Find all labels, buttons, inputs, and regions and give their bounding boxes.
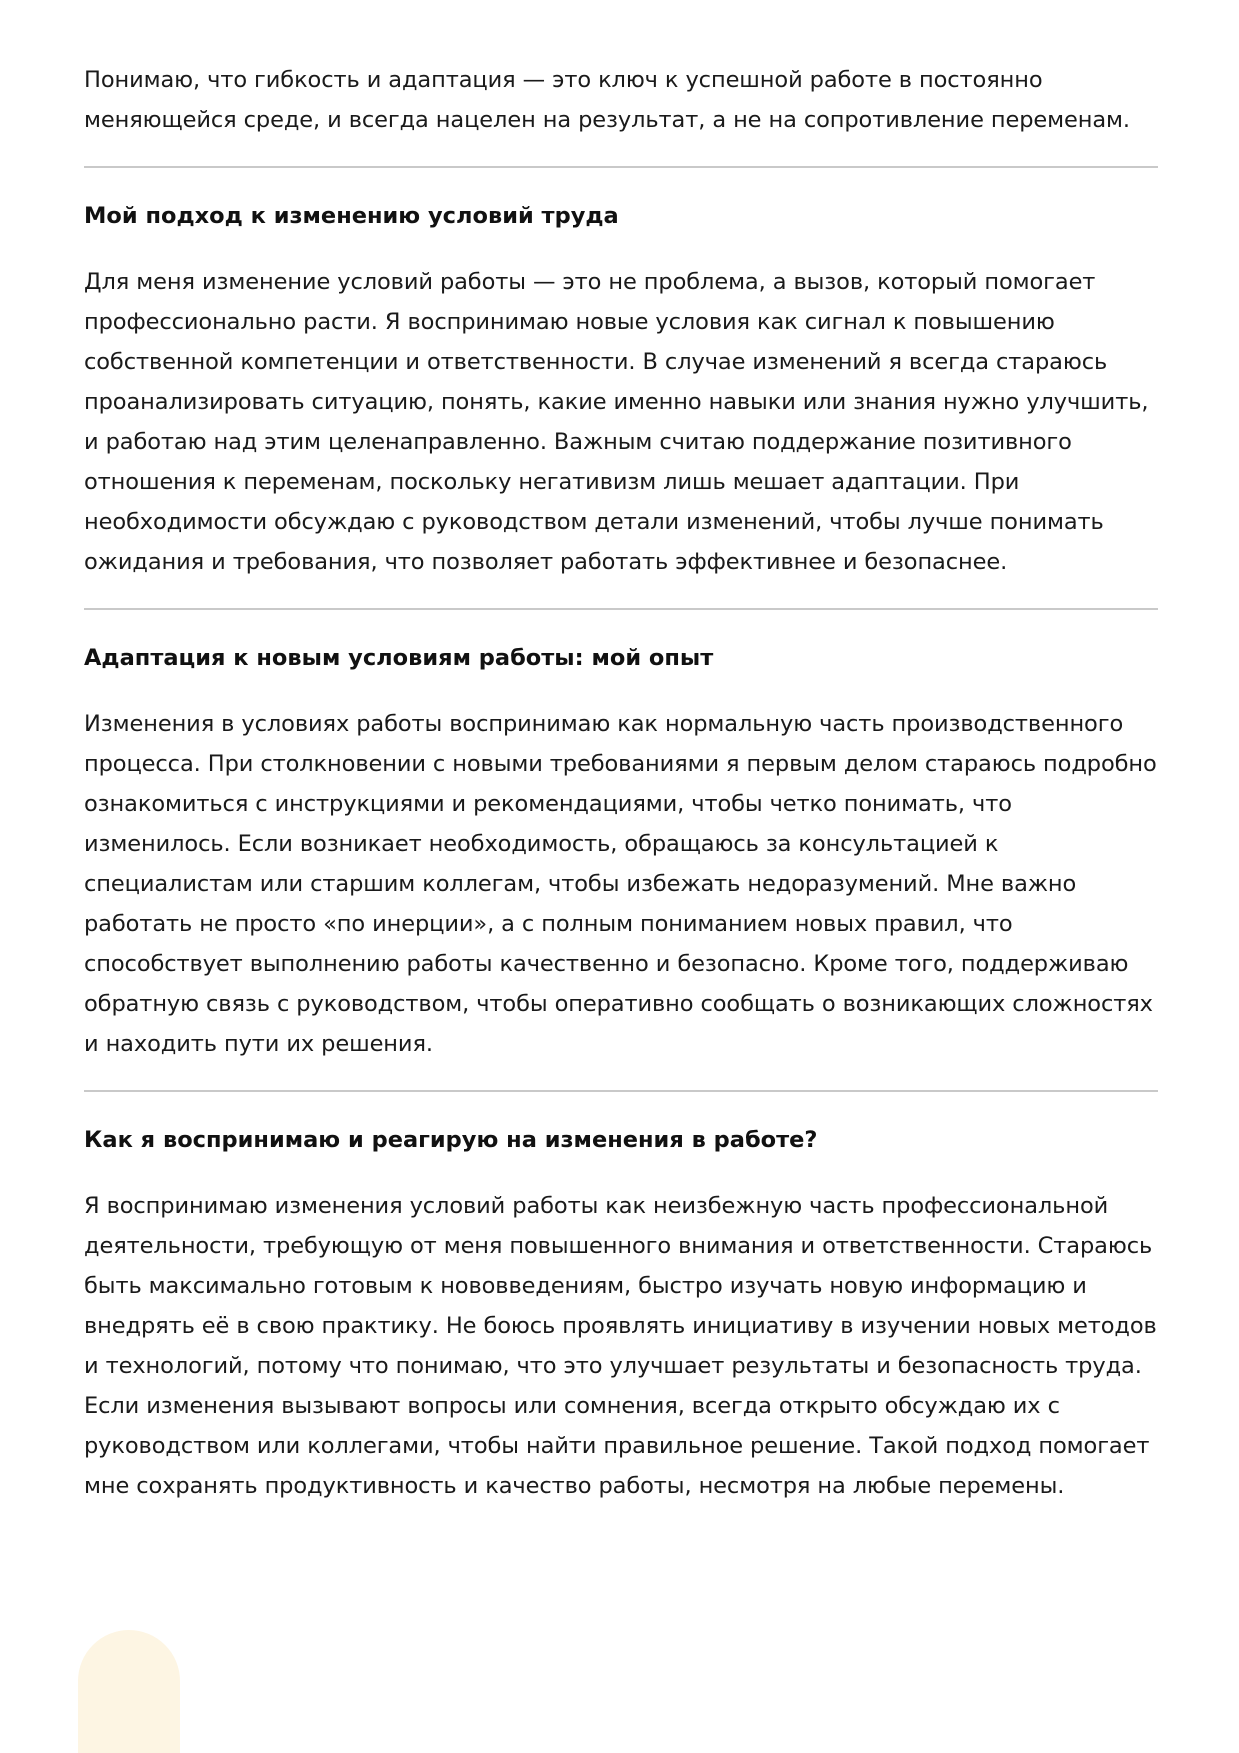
section-heading: Адаптация к новым условиям работы: мой опыт — [84, 645, 714, 671]
intro-paragraph: Понимаю, что гибкость и адаптация — это ключ к успешной работе в постоянно меняющейся среде, и всегда нацелен на результат, а не на сопротивление переменам. — [84, 67, 1130, 133]
section-reaction — [84, 1124, 1158, 1506]
section-paragraph: Я воспринимаю изменения условий работы как неизбежную часть профессиональной деятельности, требующую от меня повышенного внимания и ответственности. Стараюсь быть максимально готовым к нововведениям, быстро изучать новую информацию и внедрять её в свою практику. Не боюсь проявлять инициативу в изучении новых методов и технологий, потому что понимаю, что это улучшает результаты и безопасность труда. Если изменения вызывают вопросы или сомнения, всегда открыто обсуждаю их с руководством или коллегами, чтобы найти правильное решение. Такой подход помогает мне сохранять продуктивность и качество работы, несмотря на любые перемены. — [84, 1193, 1157, 1499]
section-heading: Как я воспринимаю и реагирую на изменения в работе? — [84, 1127, 818, 1153]
section-approach — [84, 200, 1158, 582]
section-heading: Мой подход к изменению условий труда — [84, 203, 619, 229]
decorative-blob — [78, 1630, 180, 1753]
section-paragraph: Для меня изменение условий работы — это не проблема, а вызов, который помогает профессионально расти. Я воспринимаю новые условия как сигнал к повышению собственной компетенции и ответственности. В случае изменений я всегда стараюсь проанализировать ситуацию, понять, какие именно навыки или знания нужно улучшить, и работаю над этим целенаправленно. Важным считаю поддержание позитивного отношения к переменам, поскольку негативизм лишь мешает адаптации. При необходимости обсуждаю с руководством детали изменений, чтобы лучше понимать ожидания и требования, что позволяет работать эффективнее и безопаснее. — [84, 269, 1149, 575]
section-divider — [84, 1090, 1158, 1092]
section-experience — [84, 642, 1158, 1064]
section-divider — [84, 166, 1158, 168]
section-divider — [84, 608, 1158, 610]
section-paragraph: Изменения в условиях работы воспринимаю как нормальную часть производственного процесса. При столкновении с новыми требованиями я первым делом стараюсь подробно ознакомиться с инструкциями и рекомендациями, чтобы четко понимать, что изменилось. Если возникает необходимость, обращаюсь за консультацией к специалистам или старшим коллегам, чтобы избежать недоразумений. Мне важно работать не просто «по инерции», а с полным пониманием новых правил, что способствует выполнению работы качественно и безопасно. Кроме того, поддерживаю обратную связь с руководством, чтобы оперативно сообщать о возникающих сложностях и находить пути их решения. — [84, 711, 1157, 1057]
document-page — [84, 0, 1158, 1506]
